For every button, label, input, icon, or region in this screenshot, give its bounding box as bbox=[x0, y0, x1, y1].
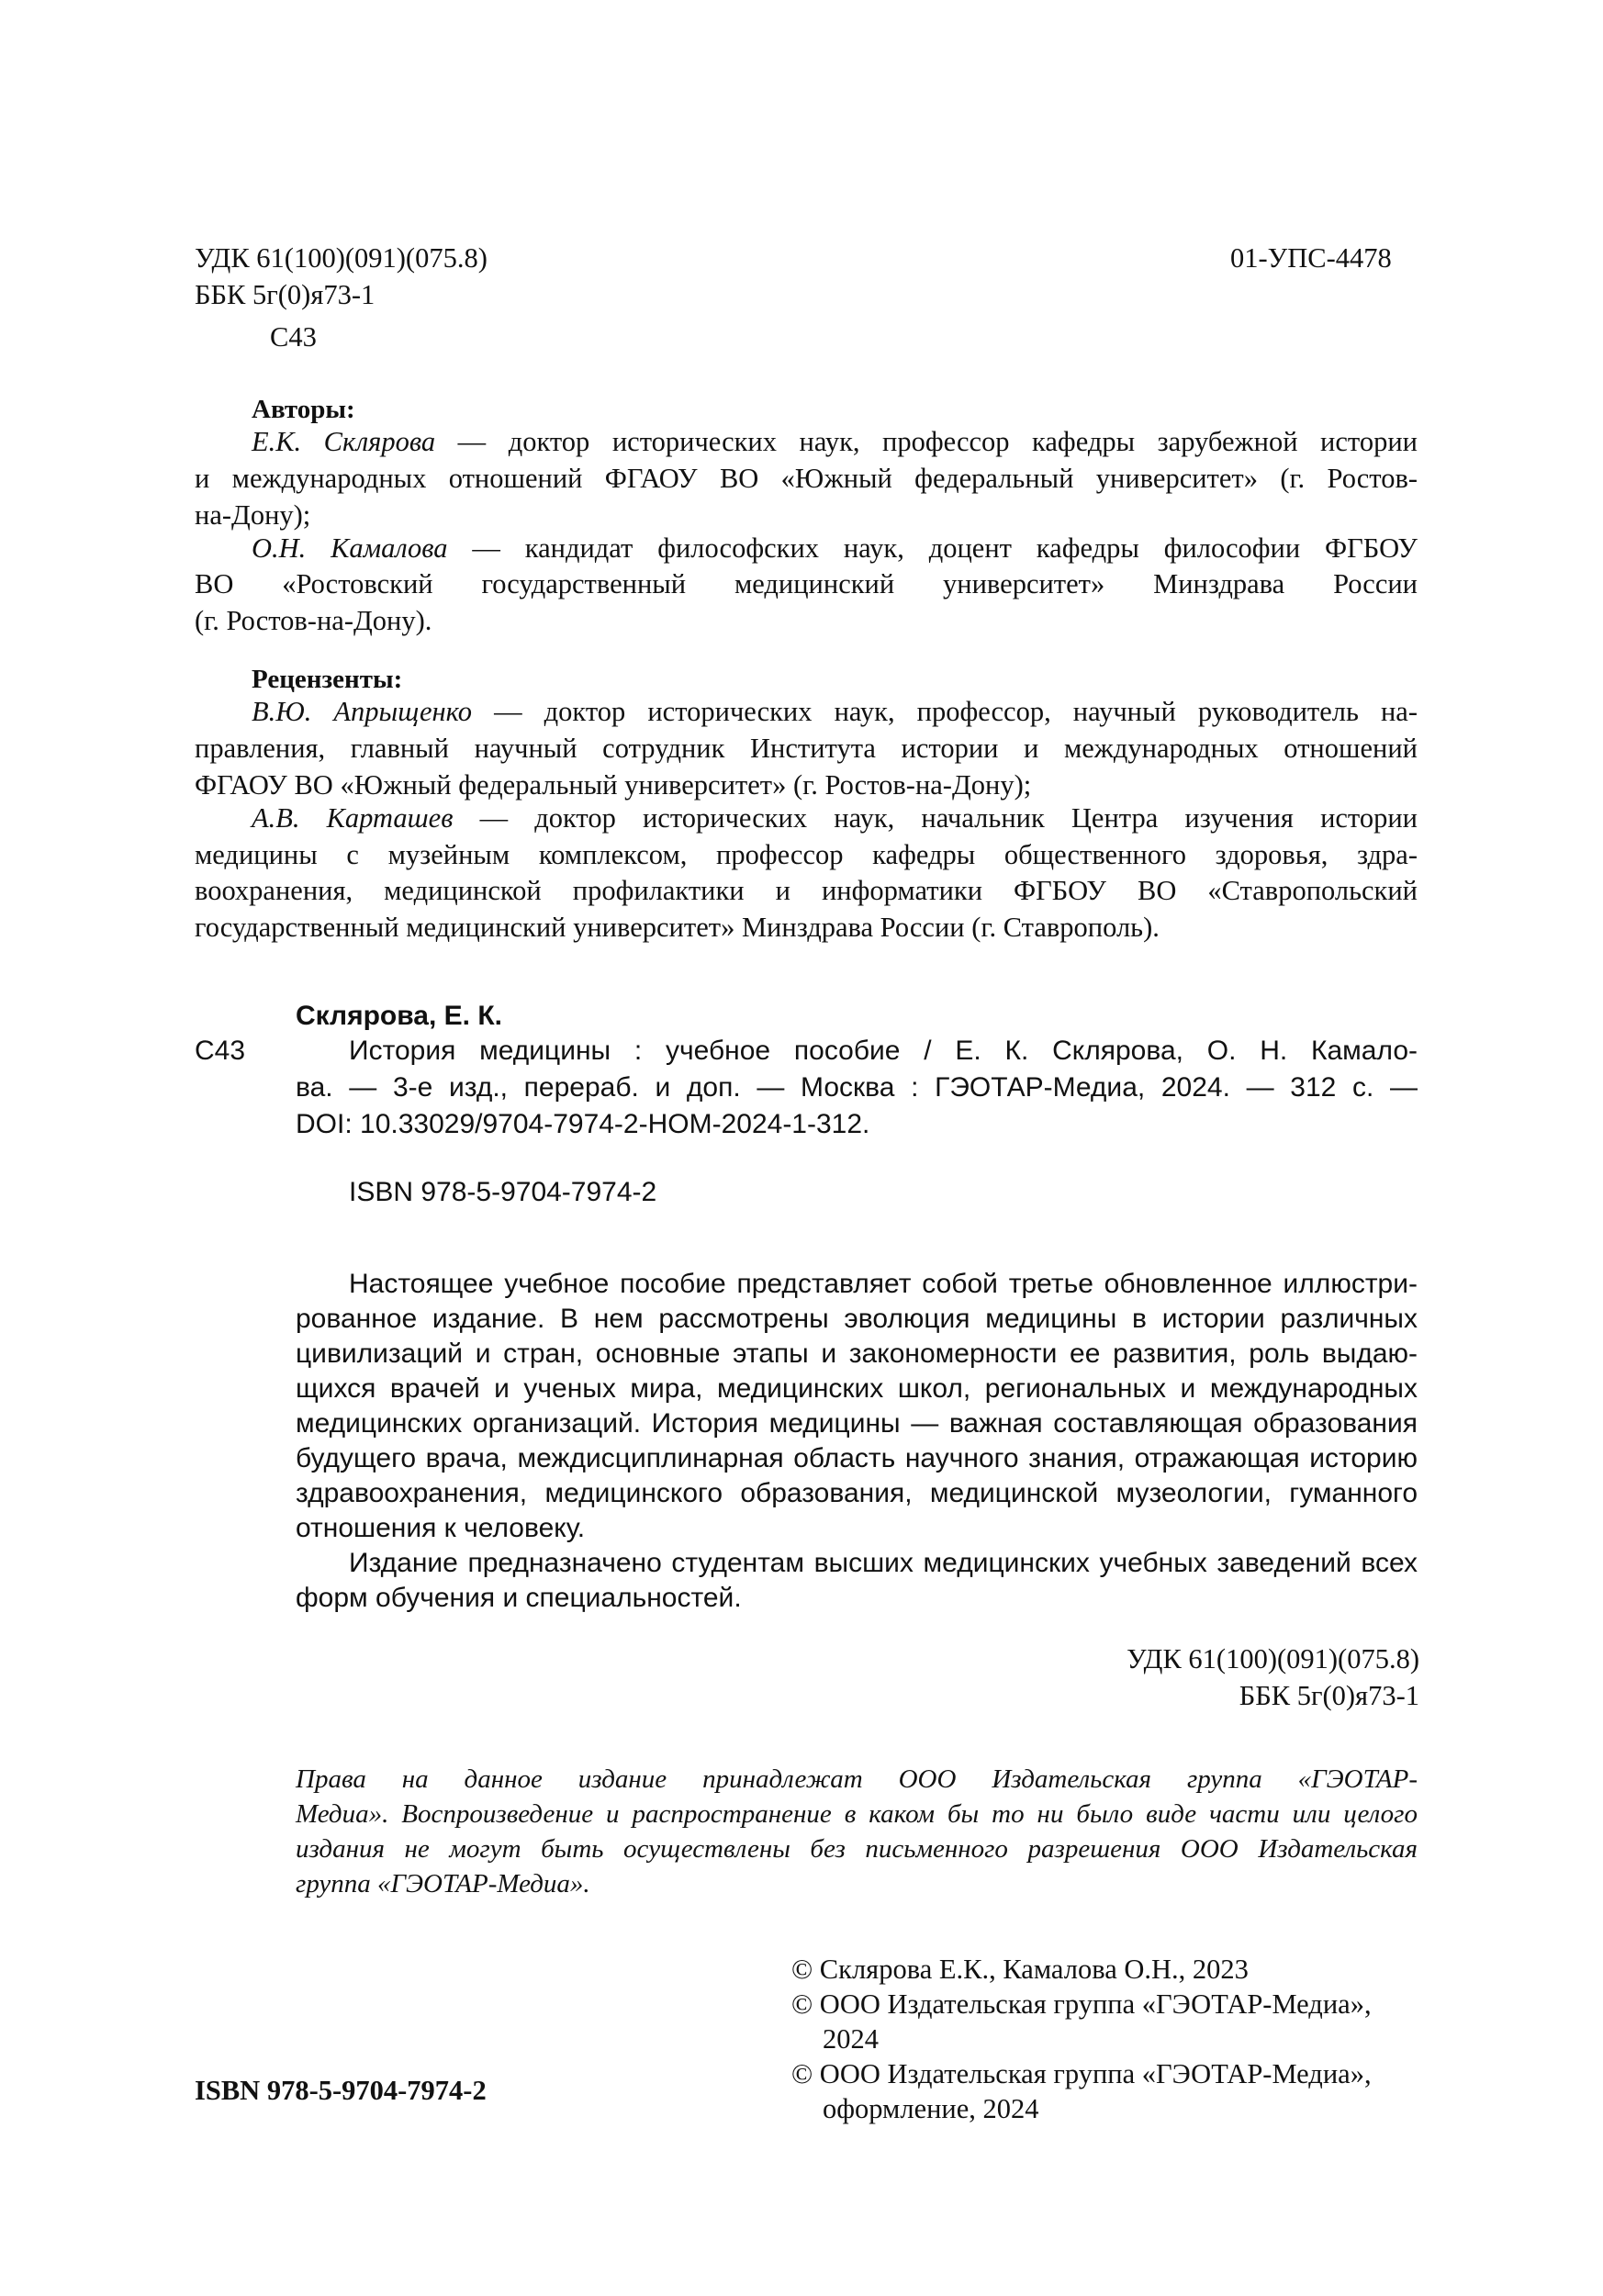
author1-line2: и международных отношений ФГАОУ ВО «Южный федеральный университет» (г. Ростов- bbox=[195, 463, 1418, 494]
reviewers-heading: Рецензенты: bbox=[252, 665, 403, 694]
reviewer1-line3: ФГАОУ ВО «Южный федеральный университет» (г. Ростов-на-Дону); bbox=[195, 769, 1032, 801]
annotation-p1-line1: Настоящее учебное пособие представляет собой третье обновленное иллюстри- bbox=[349, 1269, 1418, 1299]
bib-line2: ва. — 3-е изд., перераб. и доп. — Москва : ГЭОТАР-Медиа, 2024. — 312 с. — bbox=[296, 1072, 1418, 1103]
rights-line4: группа «ГЭОТАР-Медиа». bbox=[296, 1869, 590, 1898]
annotation-p1-line2: рованное издание. В нем рассмотрены эволюция медицины в истории различных bbox=[296, 1304, 1418, 1334]
annotation-p1-line3: цивилизаций и стран, основные этапы и закономерности ее развития, роль выдаю- bbox=[296, 1338, 1418, 1369]
annotation-p2-line2: форм обучения и специальностей. bbox=[296, 1583, 742, 1613]
reviewer2-line4: государственный медицинский университет» Минздрава России (г. Ставрополь). bbox=[195, 912, 1160, 943]
author1-line1: Е.К. Склярова — доктор исторических наук, профессор кафедры зарубежной истории bbox=[252, 426, 1418, 457]
header-bbk: ББК 5г(0)я73-1 bbox=[195, 279, 376, 310]
copyright-1: © Склярова Е.К., Камалова О.Н., 2023 bbox=[791, 1954, 1249, 1985]
author2-name: О.Н. Камалова bbox=[252, 532, 448, 564]
author2-line2: ВО «Ростовский государственный медицинский университет» Минздрава России bbox=[195, 568, 1418, 599]
annotation-p1-line5: медицинских организаций. История медицины — важная составляющая образования bbox=[296, 1408, 1418, 1439]
reviewer1-line1: В.Ю. Апрыщенко — доктор исторических наук, профессор, научный руководитель на- bbox=[252, 696, 1418, 727]
reviewer2-line3: воохранения, медицинской профилактики и информатики ФГБОУ ВО «Ставропольский bbox=[195, 875, 1418, 906]
annotation-p1-line4: щихся врачей и ученых мира, медицинских школ, региональных и международных bbox=[296, 1373, 1418, 1404]
copyright-2-line2: 2024 bbox=[823, 2023, 879, 2055]
bib-line3: DOI: 10.33029/9704-7974-2-HOM-2024-1-312. bbox=[296, 1109, 870, 1139]
bib-code: С43 bbox=[195, 1036, 246, 1066]
annotation-p1-line6: будущего врача, междисциплинарная область научного знания, отражающая историю bbox=[296, 1443, 1418, 1473]
bottom-isbn: ISBN 978-5-9704-7974-2 bbox=[195, 2075, 487, 2106]
rights-line3: издания не могут быть осуществлены без письменного разрешения ООО Издательская bbox=[296, 1834, 1418, 1864]
copyright-3-line2: оформление, 2024 bbox=[823, 2093, 1039, 2124]
annotation-p1-line7: здравоохранения, медицинского образования, медицинской музеологии, гуманного bbox=[296, 1478, 1418, 1508]
annotation-p2-line1: Издание предназначено студентам высших медицинских учебных заведений всех bbox=[349, 1548, 1418, 1578]
reviewer1-line2: правления, главный научный сотрудник Института истории и международных отношений bbox=[195, 733, 1418, 764]
author2-line3: (г. Ростов-на-Дону). bbox=[195, 605, 432, 636]
footer-bbk: ББК 5г(0)я73-1 bbox=[1239, 1680, 1419, 1711]
author1-line3: на-Дону); bbox=[195, 499, 311, 531]
bib-isbn: ISBN 978-5-9704-7974-2 bbox=[349, 1177, 657, 1207]
rights-line2: Медиа». Воспроизведение и распространение в каком бы то ни было виде части или целого bbox=[296, 1799, 1418, 1829]
header-code: С43 bbox=[270, 321, 317, 353]
order-code: 01-УПС-4478 bbox=[1230, 242, 1392, 274]
main-author: Склярова, Е. К. bbox=[296, 1001, 502, 1031]
authors-heading: Авторы: bbox=[252, 395, 355, 424]
author2-line1: О.Н. Камалова — кандидат философских наук, доцент кафедры философии ФГБОУ bbox=[252, 532, 1418, 564]
header-udk: УДК 61(100)(091)(075.8) bbox=[195, 242, 488, 274]
annotation-p1-line8: отношения к человеку. bbox=[296, 1513, 586, 1543]
reviewer1-name: В.Ю. Апрыщенко bbox=[252, 696, 473, 727]
footer-udk: УДК 61(100)(091)(075.8) bbox=[1127, 1643, 1419, 1674]
copyright-2-line1: © ООО Издательская группа «ГЭОТАР-Медиа», bbox=[791, 1988, 1372, 2020]
reviewer2-line1: А.В. Карташев — доктор исторических наук, начальник Центра изучения истории bbox=[252, 802, 1418, 834]
reviewer2-name: А.В. Карташев bbox=[252, 802, 454, 834]
copyright-3-line1: © ООО Издательская группа «ГЭОТАР-Медиа», bbox=[791, 2058, 1372, 2089]
rights-line1: Права на данное издание принадлежат ООО Издательская группа «ГЭОТАР- bbox=[296, 1764, 1418, 1794]
reviewer2-line2: медицины с музейным комплексом, профессор кафедры общественного здоровья, здра- bbox=[195, 839, 1418, 870]
bib-line1: История медицины : учебное пособие / Е. К. Склярова, О. Н. Камало- bbox=[349, 1036, 1418, 1066]
author1-name: Е.К. Склярова bbox=[252, 426, 436, 457]
